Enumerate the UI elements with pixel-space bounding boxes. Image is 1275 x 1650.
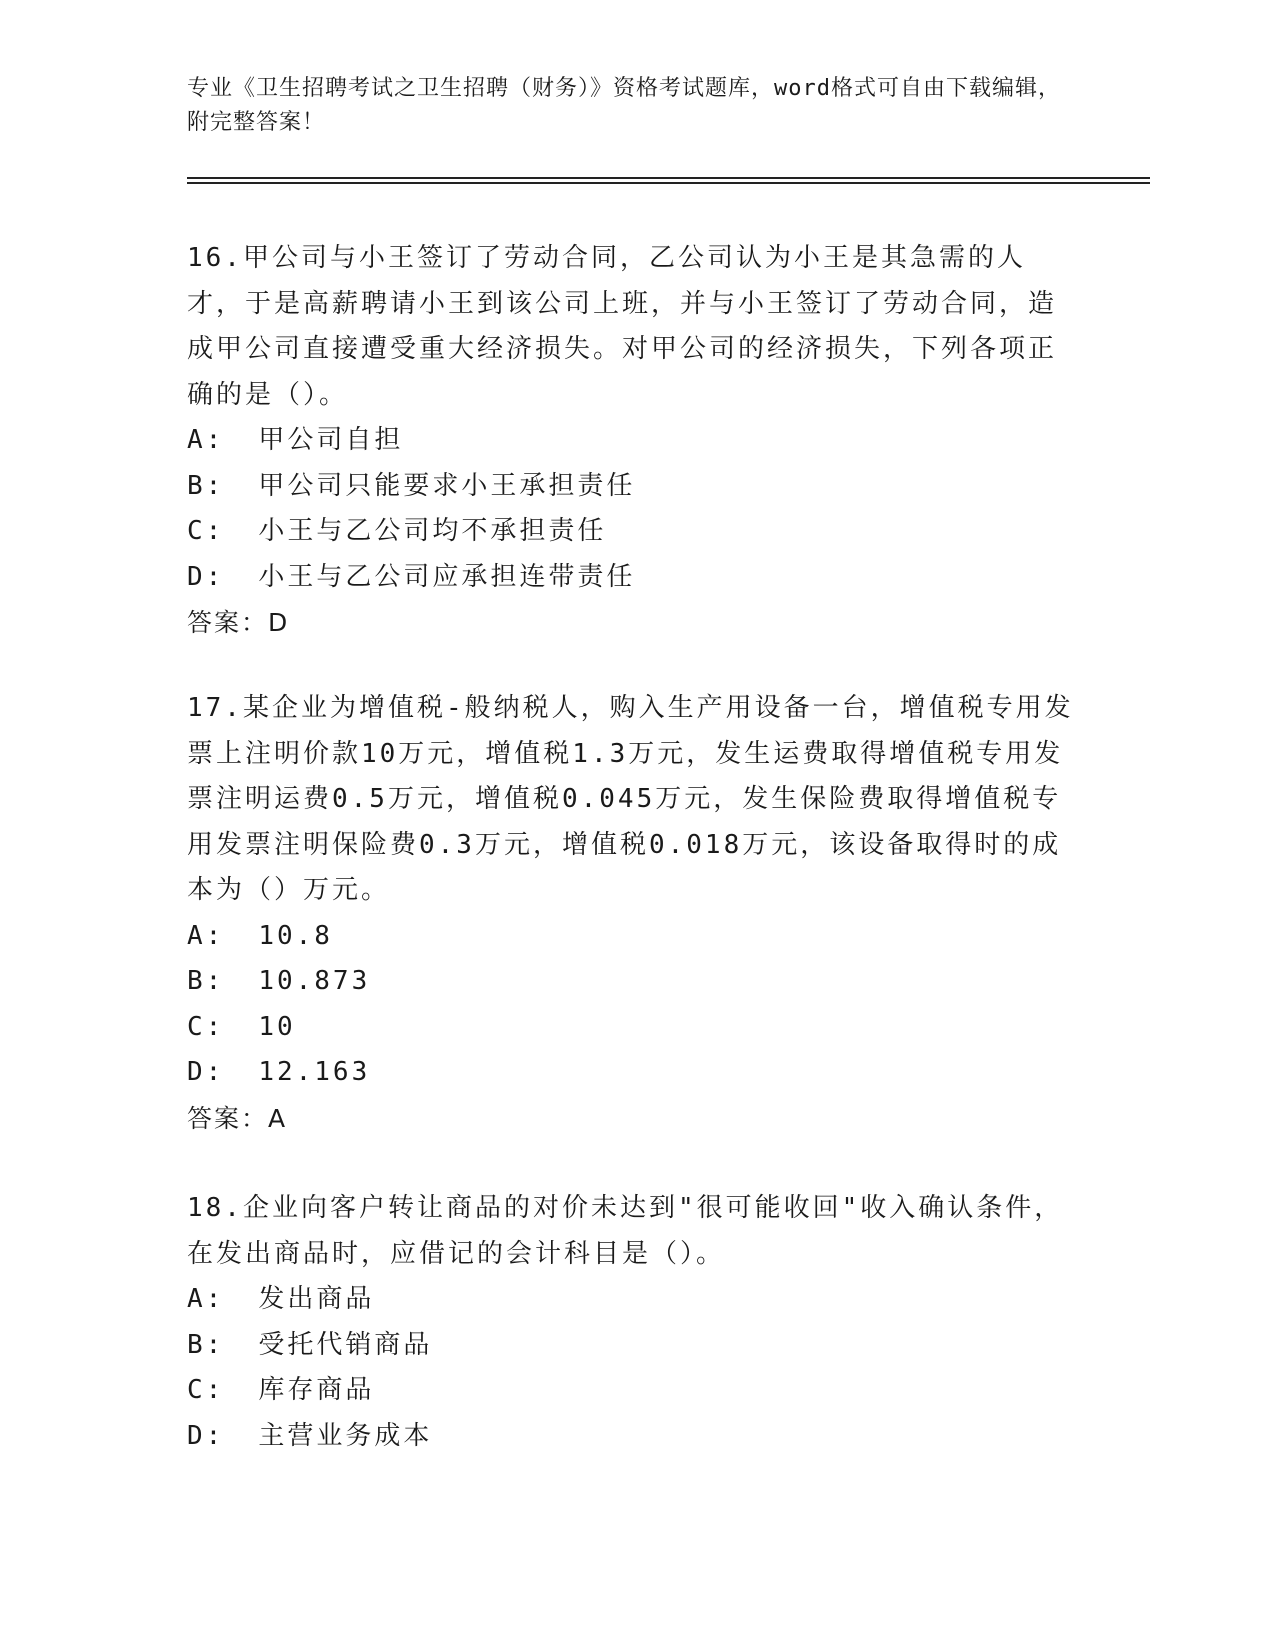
header-divider-bottom	[187, 182, 1150, 184]
option-a	[187, 914, 1077, 960]
option-text: 甲公司只能要求小王承担责任	[258, 470, 636, 501]
option-text: 小王与乙公司应承担连带责任	[258, 561, 636, 592]
option-letter: D:	[187, 1420, 225, 1451]
option-text: 主营业务成本	[258, 1420, 433, 1451]
option-d	[187, 1414, 1077, 1460]
option-letter: B:	[187, 1329, 225, 1360]
option-list	[187, 914, 1077, 1096]
option-letter: A:	[187, 1284, 225, 1314]
question-text: 17.某企业为增值税-般纳税人，购入生产用设备一台，增值税专用发票上注明价款10万元，增值税1.3万元，发生运费取得增值税专用发票注明运费0.5万元，增值税0.045万元，发生保险费取得增值税专用发票注明保险费0.3万元，增值税0.018万元，该设备取得时的成本为（）万元。	[187, 693, 1074, 905]
option-a	[187, 1277, 1077, 1323]
question-text: 18.企业向客户转让商品的对价未达到"很可能收回"收入确认条件，在发出商品时，应借记的会计科目是（）。	[187, 1193, 1064, 1269]
option-text: 12.163	[258, 1057, 371, 1087]
option-b	[187, 1323, 1077, 1369]
option-c	[187, 1368, 1077, 1414]
header-divider-top	[187, 177, 1150, 179]
option-letter: C:	[187, 1375, 225, 1405]
option-text: 甲公司自担	[258, 425, 404, 455]
header-text: 专业《卫生招聘考试之卫生招聘（财务）》资格考试题库，word格式可自由下载编辑，附完整答案！	[187, 76, 1061, 135]
option-text: 受托代销商品	[258, 1329, 433, 1360]
option-letter: D:	[187, 561, 225, 592]
option-letter: C:	[187, 1011, 225, 1042]
option-c	[187, 509, 1077, 555]
option-text: 发出商品	[258, 1284, 375, 1314]
option-text: 10.8	[258, 920, 333, 951]
option-a	[187, 418, 1077, 464]
question-17	[187, 686, 1077, 1142]
option-letter: A:	[187, 425, 225, 455]
question-18	[187, 1186, 1077, 1459]
option-text: 小王与乙公司均不承担责任	[258, 516, 607, 546]
option-text: 10.873	[258, 966, 371, 996]
option-c	[187, 1005, 1077, 1051]
option-letter: C:	[187, 516, 225, 546]
answer-label: 答案：A	[187, 1103, 288, 1133]
option-d	[187, 555, 1077, 601]
answer-label: 答案：D	[187, 608, 290, 637]
option-list	[187, 1277, 1077, 1459]
option-text: 库存商品	[258, 1375, 375, 1405]
option-text: 10	[258, 1011, 296, 1042]
option-b	[187, 959, 1077, 1005]
option-letter: B:	[187, 966, 225, 996]
option-d	[187, 1050, 1077, 1096]
question-text: 16.甲公司与小王签订了劳动合同，乙公司认为小王是其急需的人才，于是高薪聘请小王到该公司上班，并与小王签订了劳动合同，造成甲公司直接遭受重大经济损失。对甲公司的经济损失，下列各项正确的是（）。	[187, 243, 1058, 410]
option-letter: B:	[187, 470, 225, 501]
option-b	[187, 464, 1077, 510]
document-header	[187, 72, 1067, 140]
option-letter: D:	[187, 1057, 225, 1087]
question-16	[187, 236, 1077, 646]
option-list	[187, 418, 1077, 600]
option-letter: A:	[187, 920, 225, 951]
